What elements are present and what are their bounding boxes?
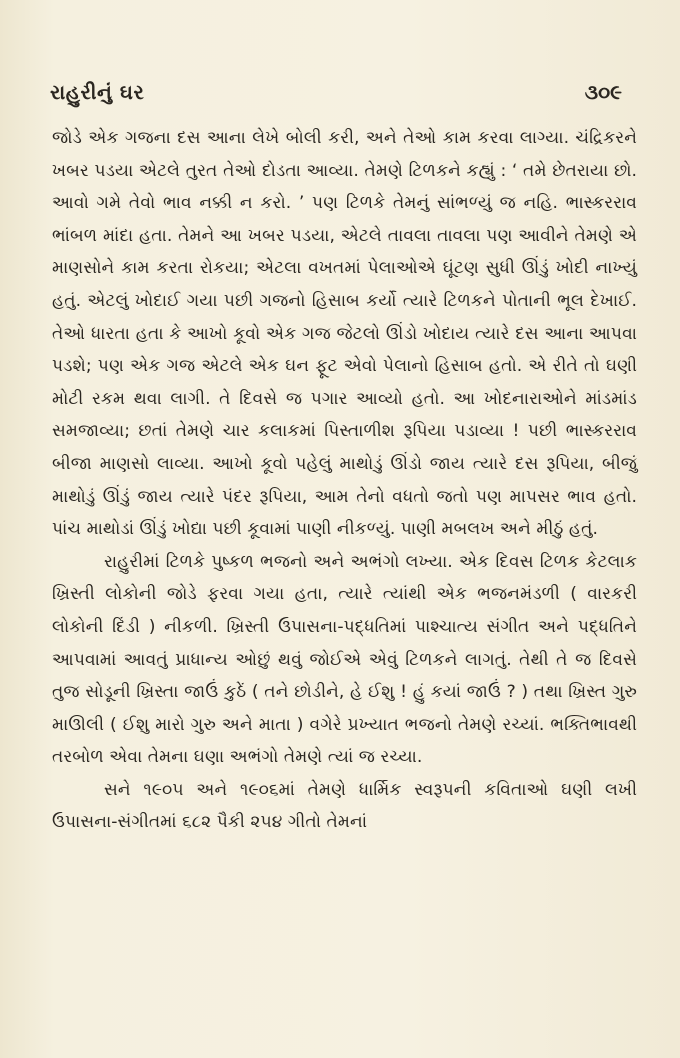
paragraph-bhajans: રાહુરીમાં ટિળકે પુષ્કળ ભજનો અને અભંગો લખ્યા. એક દિવસ ટિળક કેટલાક ખ્રિસ્તી લોકોની જોડે ફરવા ગયા હતા, ત્યારે ત્યાંથી એક ભજનમંડળી ( વારકરી લોકોની દિંડી ) નીકળી. ખ્રિસ્તી ઉપાસના-પદ્ધતિમાં પાશ્ચાત્ય સંગીત અને પદ્ધતિને આપવામાં આવતું પ્રાધાન્ય ઓછું થવું જોઈએ એવું ટિળકને લાગતું. તેથી તે જ દિવસે તુજ સોડૂની ખ્રિસ્તા જાઉં કુઠેં ( તને છોડીને, હે ઈશુ ! હું કયાં જાઉં ? ) તથા ખ્રિસ્ત ગુરુ માઊલી ( ઈશુ મારો ગુરુ અને માતા ) વગેરે પ્રખ્યાત ભજનો તેમણે રચ્યાં. ભક્તિભાવથી તરબોળ એવા તેમના ઘણા અભંગો તેમણે ત્યાં જ રચ્યા. bbox=[52, 551, 637, 768]
running-head-title: રાહુરીનું ઘર bbox=[50, 80, 145, 104]
page-number: ૩૦૯ bbox=[584, 80, 622, 104]
paragraph-continued: જોડે એક ગજના દસ આના લેખે બોલી કરી, અને તેઓ કામ કરવા લાગ્યા. ચંદ્રિકરને ખબર પડયા એટલે તુરત તેઓ દોડતા આવ્યા. તેમણે ટિળકને કહ્યું : ‘ તમે છેતરાયા છો. આવો ગમે તેવો ભાવ નક્કી ન કરો. ’ પણ ટિળકે તેમનું સાંભળ્યું જ નહિ. ભાસ્કરરાવ ભાંબળ માંદા હતા. તેમને આ ખબર પડયા, એટલે તાવલા તાવલા પણ આવીને તેમણે એ માણસોને કામ કરતા રોકયા; એટલા વખતમાં પેલાઓએ ઘૂંટણ સુધી ઊંડું ખોદી નાખ્યું હતું. એટલું ખોદાઈ ગયા પછી ગજનો હિસાબ કર્યો ત્યારે ટિળકને પોતાની ભૂલ દેખાઈ. તેઓ ધારતા હતા કે આખો કૂવો એક ગજ જેટલો ઊંડો ખોદાય ત્યારે દસ આના આપવા પડશે; પણ એક ગજ એટલે એક ઘન ફૂટ એવો પેલાનો હિસાબ હતો. એ રીતે તો ઘણી મોટી રકમ થવા લાગી. તે દિવસે જ પગાર આવ્યો હતો. આ ખોદનારાઓને માંડમાંડ સમજાવ્યા; છતાં તેમણે ચાર કલાકમાં પિસ્તાળીશ રૂપિયા પડાવ્યા ! પછી ભાસ્કરરાવ બીજા માણસો લાવ્યા. આખો કૂવો પહેલું માથોડું ઊંડો જાય ત્યારે દસ રૂપિયા, બીજું માથોડું ઊંડું જાય ત્યારે પંદર રૂપિયા, આમ તેનો વધતો જતો પણ માપસર ભાવ હતો. પાંચ માથોડાં ઊંડું ખોદ્યા પછી કૂવામાં પાણી નીકળ્યું. પાણી મબલખ અને મીઠું હતું. bbox=[52, 128, 637, 540]
paragraph-poems: સને ૧૯૦૫ અને ૧૯૦૬માં તેમણે ધાર્મિક સ્વરૂપની કવિતાઓ ઘણી લખી ઉપાસના-સંગીતમાં ૬૮૨ પૈકી ૨૫૪ ગીતો તેમનાં bbox=[52, 779, 637, 833]
body-text bbox=[52, 122, 637, 839]
